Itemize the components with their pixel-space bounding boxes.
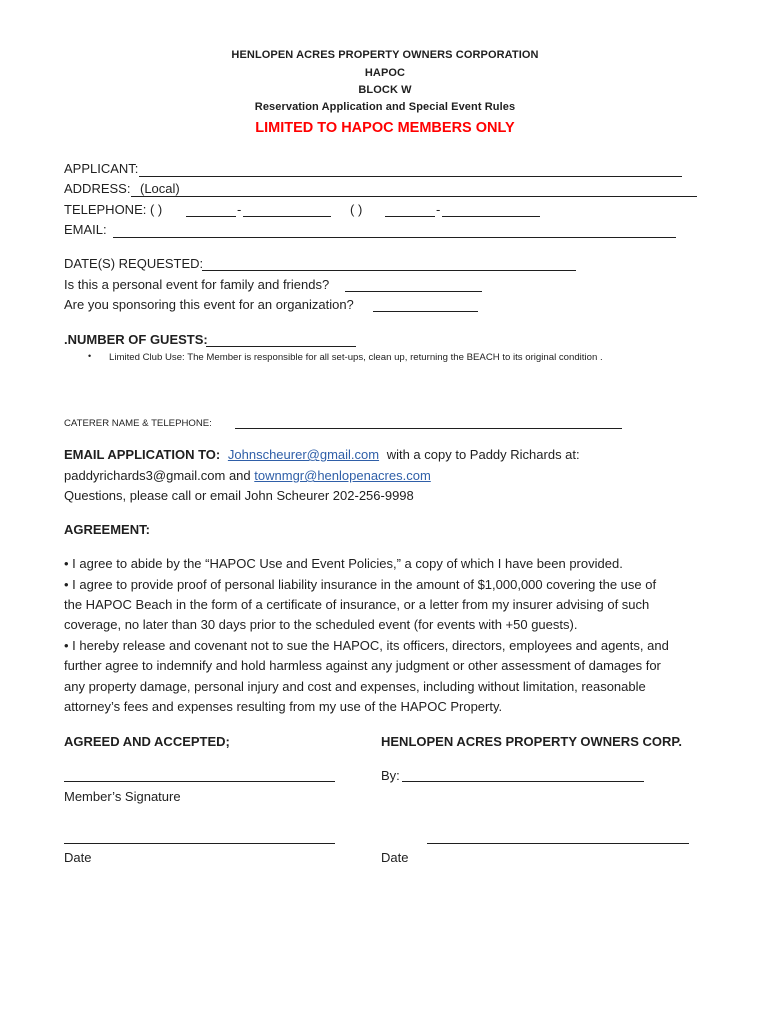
member-signature-line[interactable] bbox=[64, 781, 335, 782]
agreement-line: any property damage, personal injury and cost and expenses, including without limitation, reasonable bbox=[64, 679, 646, 694]
corp-signature-line[interactable] bbox=[402, 781, 644, 782]
address-local-note: (Local) bbox=[140, 181, 180, 196]
dates-requested-line[interactable] bbox=[202, 270, 576, 271]
member-date-label: Date bbox=[64, 850, 92, 865]
agreement-line: • I agree to abide by the “HAPOC Use and Event Policies,” a copy of which I have been provided. bbox=[64, 556, 623, 571]
number-of-guests-line[interactable] bbox=[206, 346, 356, 347]
corp-label: HENLOPEN ACRES PROPERTY OWNERS CORP. bbox=[381, 734, 682, 749]
agreement-line: further agree to indemnify and hold harmless against any judgment or other assessment of damages for bbox=[64, 658, 661, 673]
copy-emails-line: paddyrichards3@gmail.com and townmgr@henlopenacres.com bbox=[64, 468, 431, 483]
telephone-2-number-line[interactable] bbox=[442, 216, 540, 217]
agreement-line: the HAPOC Beach in the form of a certificate of insurance, or a letter from my insurer advising of such bbox=[64, 597, 650, 612]
email-application-line bbox=[64, 447, 580, 462]
caterer-line[interactable] bbox=[235, 428, 622, 429]
agreement-line: attorney’s fees and expenses resulting from my use of the HAPOC Property. bbox=[64, 699, 503, 714]
telephone-1-number-line[interactable] bbox=[243, 216, 331, 217]
number-of-guests-label: .NUMBER OF GUESTS: bbox=[64, 332, 208, 347]
member-date-line[interactable] bbox=[64, 843, 335, 844]
agreement-heading: AGREEMENT: bbox=[64, 522, 150, 537]
applicant-label: APPLICANT: bbox=[64, 161, 139, 176]
email-line[interactable] bbox=[113, 237, 676, 238]
org-abbrev: HAPOC bbox=[364, 67, 406, 79]
caterer-label: CATERER NAME & TELEPHONE: bbox=[64, 418, 212, 429]
club-use-bullet: • bbox=[88, 351, 92, 361]
agreed-accepted-label: AGREED AND ACCEPTED; bbox=[64, 734, 230, 749]
agreement-line: • I agree to provide proof of personal liability insurance in the amount of $1,000,000 covering the use of bbox=[64, 577, 657, 592]
by-label: By: bbox=[381, 768, 400, 783]
scheurer-email-link[interactable]: Johnscheurer@gmail.com bbox=[227, 447, 380, 462]
org-title: HENLOPEN ACRES PROPERTY OWNERS CORPORATION bbox=[231, 49, 539, 61]
application-form: HENLOPEN ACRES PROPERTY OWNERS CORPORATION HAPOC BLOCK W Reservation Application and Special Event Rules LIMITED TO HAPOC MEMBERS ONLY APPLICANT: ADDRESS: (Local) TELEPHONE: ( ) - ( ) - EMAIL: DATE(S) REQUESTED: Is this a personal event for family and friends? Are you sponsoring this event for an organization? .NUMBER OF GUESTS: • Limited Club Use: The Member is responsible for all set-ups, clean up, returning the BEACH to its original condition . CATERER NAME & TELEPHONE: EMAIL APPLICATION TO: Johnscheurer@gmail.com with a copy to Paddy Richards at: paddyrichards3@gmail.com and townmgr@henlopenacres.com Questions, please call or email John Scheurer 202-256-9998 AGREEMENT: • I agree to abide by the “HAPOC Use and Event Policies,” a copy of which I have been provided. • I agree to provide proof of personal liability insurance in the amount of $1,000,000 covering the use of the HAPOC Beach in the form of a certificate of insurance, or a letter from my insurer advising of such coverage, no later than 30 days prior to the scheduled event (for events with +50 guests). • I hereby release and covenant not to sue the HAPOC, its officers, directors, employees and agents, and further agree to indemnify and hold harmless against any judgment or other assessment of damages for any property damage, personal injury and cost and expenses, including without limitation, reasonable attorney’s fees and expenses resulting from my use of the HAPOC Property. AGREED AND ACCEPTED; HENLOPEN ACRES PROPERTY OWNERS CORP. By: Member’s Signature Date Date bbox=[0, 0, 770, 1024]
corp-date-label: Date bbox=[381, 850, 409, 865]
telephone-label: TELEPHONE: ( ) bbox=[64, 202, 163, 217]
corp-date-line[interactable] bbox=[427, 843, 689, 844]
telephone-2-area-code: ( ) bbox=[350, 202, 363, 217]
townmgr-email-link[interactable]: townmgr@henlopenacres.com bbox=[254, 468, 431, 483]
member-signature-label: Member’s Signature bbox=[64, 789, 181, 804]
club-use-note: Limited Club Use: The Member is responsible for all set-ups, clean up, returning the BEACH to its original condition . bbox=[109, 352, 603, 363]
telephone-2-prefix-line[interactable] bbox=[385, 216, 435, 217]
telephone-1-prefix-line[interactable] bbox=[186, 216, 236, 217]
members-only-notice: LIMITED TO HAPOC MEMBERS ONLY bbox=[255, 120, 515, 136]
email-application-label: EMAIL APPLICATION TO: bbox=[64, 447, 221, 462]
personal-event-line[interactable] bbox=[345, 291, 482, 292]
sponsor-question: Are you sponsoring this event for an organization? bbox=[64, 297, 354, 312]
applicant-line[interactable] bbox=[139, 176, 682, 177]
form-title: Reservation Application and Special Event Rules bbox=[254, 101, 516, 113]
agreement-line: • I hereby release and covenant not to sue the HAPOC, its officers, directors, employees and agents, and bbox=[64, 638, 669, 653]
sponsor-line[interactable] bbox=[373, 311, 478, 312]
copy-to-text: with a copy to Paddy Richards at: bbox=[386, 447, 580, 462]
agreement-line: coverage, no later than 30 days prior to the scheduled event (for events with +50 guests). bbox=[64, 617, 578, 632]
personal-event-question: Is this a personal event for family and friends? bbox=[64, 277, 330, 292]
address-label: ADDRESS: bbox=[64, 181, 131, 196]
richards-email: paddyrichards3@gmail.com bbox=[64, 468, 226, 483]
address-line[interactable] bbox=[131, 196, 697, 197]
email-label: EMAIL: bbox=[64, 222, 107, 237]
block-title: BLOCK W bbox=[358, 84, 412, 96]
questions-contact: Questions, please call or email John Scheurer 202-256-9998 bbox=[64, 488, 414, 503]
dates-requested-label: DATE(S) REQUESTED: bbox=[64, 256, 204, 271]
